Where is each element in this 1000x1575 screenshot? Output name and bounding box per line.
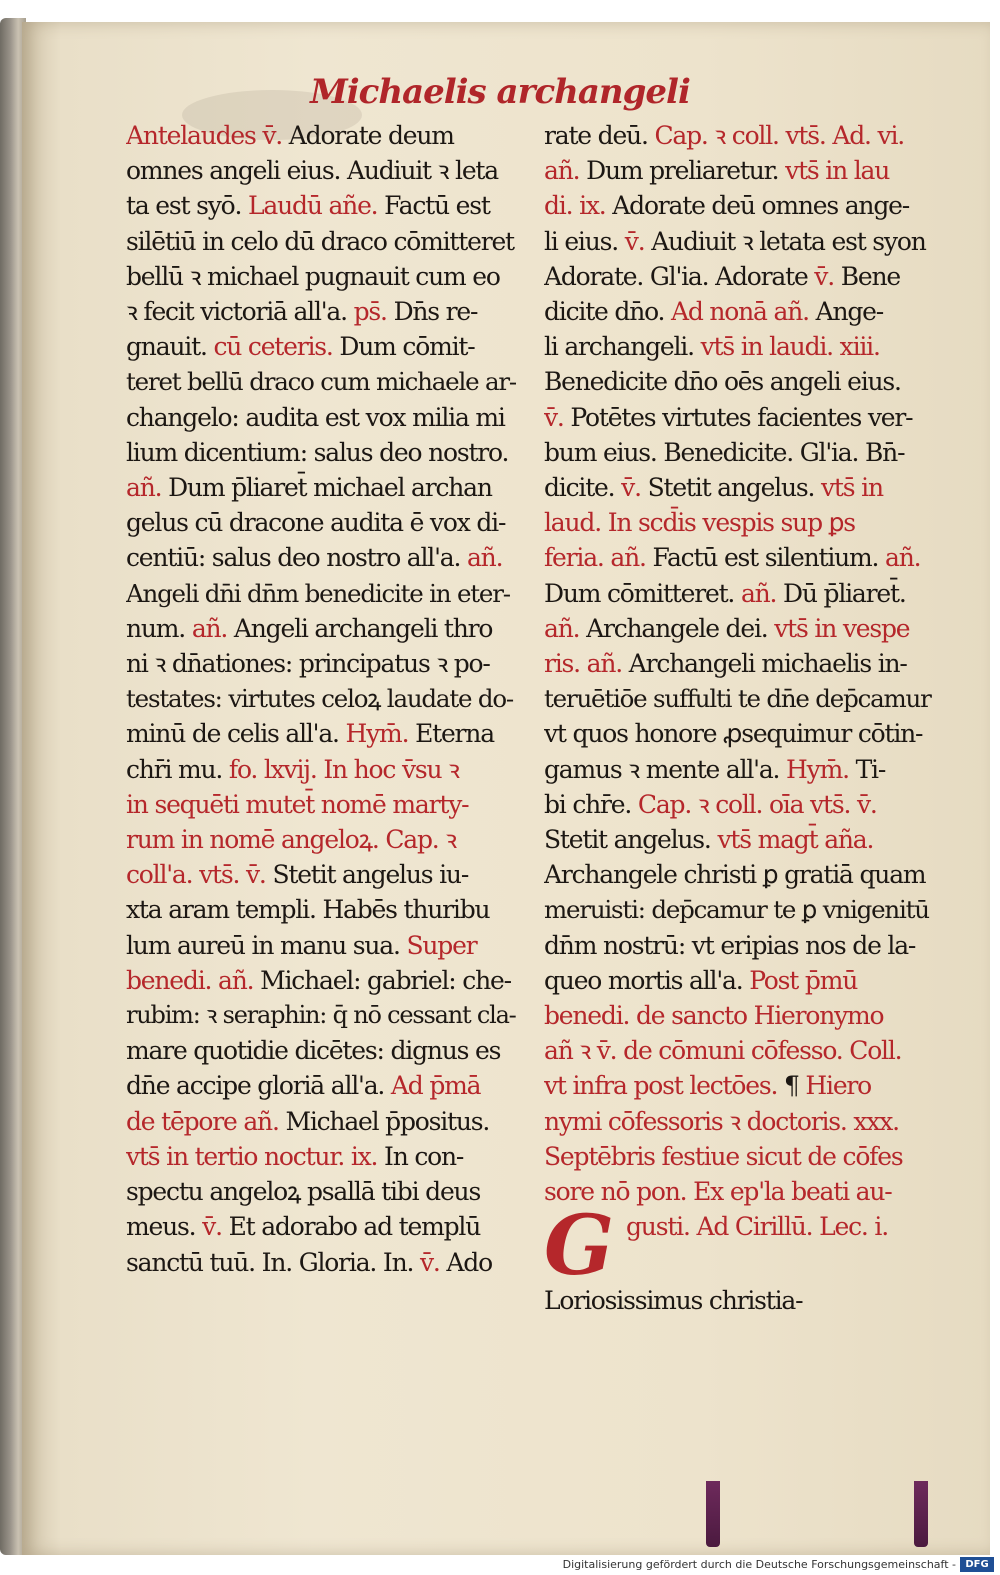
text-line — [544, 329, 934, 364]
rubric-text: ps̄. — [353, 297, 394, 327]
text-line — [126, 224, 516, 259]
body-text: dn̄m nostrū: vt eripias nos de la- — [544, 930, 916, 960]
body-text: Potētes virtutes facientes ver- — [570, 402, 913, 432]
text-line — [544, 857, 934, 892]
body-text: Ado — [446, 1247, 492, 1277]
rubric-text: gusti. Ad Cirillū. Lec. i. — [626, 1212, 888, 1242]
body-text: sanctū tuū. In. Gloria. In. — [126, 1247, 420, 1277]
body-text: Michael p̄positus. — [285, 1106, 490, 1136]
body-text: meus. — [126, 1212, 203, 1242]
text-line — [126, 857, 516, 892]
text-line — [544, 1139, 934, 1174]
body-text: ¶ — [783, 1071, 806, 1101]
text-line — [544, 294, 934, 329]
body-text: lium dicentium: salus deo nostro. — [126, 437, 509, 467]
body-text: teret bellū draco cum michaele ar- — [126, 367, 516, 397]
text-line — [544, 435, 934, 470]
body-text: chr̄i mu. — [126, 754, 229, 784]
text-line — [544, 364, 934, 399]
text-line — [126, 787, 516, 822]
page-title: Michaelis archangeli — [310, 72, 690, 112]
rubric-text: feria. añ. — [544, 543, 653, 573]
body-text: spectu angeloꝝ psallā tibi deus — [126, 1177, 481, 1207]
text-line — [544, 892, 934, 927]
rubric-text: Hym̄. — [345, 719, 416, 749]
text-line — [544, 646, 934, 681]
body-text: Adorate. Gl'ia. Adorate — [544, 261, 815, 291]
text-line — [544, 1104, 934, 1139]
body-text: gnauit. — [126, 332, 214, 362]
text-line — [544, 400, 934, 435]
rubric-text: v̄. — [544, 402, 571, 432]
text-line — [544, 1068, 934, 1103]
body-text: Ti- — [855, 754, 886, 784]
rubric-text: vt infra post lectōes. — [544, 1071, 784, 1101]
rubric-text: fo. lxvij. In hoc v̄su ꝛ — [228, 754, 459, 784]
text-line — [544, 224, 934, 259]
body-text: centiū: salus deo nostro all'a. — [126, 543, 467, 573]
text-line — [126, 1245, 516, 1280]
rubric-text: nymi cōfessoris ꝛ doctoris. xxx. — [544, 1106, 899, 1136]
body-text: dicite. — [544, 473, 622, 503]
right-text-column — [544, 118, 934, 1316]
body-text: ꝛ fecit victoriā all'a. — [126, 297, 354, 327]
body-text: dn̄e accipe gloriā all'a. — [126, 1071, 391, 1101]
text-line — [544, 998, 934, 1033]
body-text: queo mortis all'a. — [544, 965, 750, 995]
text-line — [544, 1209, 934, 1283]
body-text: Factū est — [384, 191, 490, 221]
body-text: changelo: audita est vox milia mi — [126, 402, 505, 432]
text-line — [126, 435, 516, 470]
text-line — [126, 540, 516, 575]
text-line — [544, 787, 934, 822]
rubric-text: rum in nomē angeloꝝ. Cap. ꝛ — [126, 825, 456, 855]
text-line — [126, 1104, 516, 1139]
body-text: Michael: gabriel: che- — [260, 965, 511, 995]
body-text: Adorate deum — [288, 121, 454, 150]
text-line — [126, 1068, 516, 1103]
rubric-text: Laudū añe. — [248, 191, 385, 221]
body-text: rate deū. — [544, 121, 655, 150]
body-text: ta est syō. — [126, 191, 249, 221]
dfg-logo: DFG — [960, 1557, 994, 1572]
text-line — [126, 611, 516, 646]
body-text: mare quotidie dicētes: dignus es — [126, 1036, 501, 1066]
text-line — [126, 364, 516, 399]
text-line — [544, 188, 934, 223]
rubric-text: v̄. — [419, 1247, 447, 1277]
text-line — [544, 1033, 934, 1068]
text-line — [126, 505, 516, 540]
text-line — [126, 1139, 516, 1174]
text-line — [126, 1174, 516, 1209]
body-text: Stetit angelus. — [647, 473, 821, 503]
rubric-text: Septēbris festiue sicut de cōfes — [544, 1141, 903, 1171]
rubric-text: Antelaudes v̄. — [126, 121, 289, 150]
body-text: Et adorabo ad templū — [228, 1212, 481, 1242]
left-text-column — [126, 118, 516, 1298]
text-line — [126, 646, 516, 681]
body-text: vt quos honore ꝓsequimur cōtin- — [544, 719, 923, 749]
text-line — [126, 998, 516, 1033]
decorated-initial: G — [544, 1209, 613, 1284]
body-text: Dn̄s re- — [393, 297, 478, 327]
rubric-text: Super — [406, 930, 477, 960]
rubric-text: de tēpore añ. — [126, 1106, 286, 1136]
body-text: Dum cōmit- — [339, 332, 475, 362]
rubric-text: vts̄ in vespe — [774, 613, 910, 643]
rubric-text: di. ix. — [544, 191, 613, 221]
body-text: Dum cōmitteret. — [544, 578, 741, 608]
rubric-text: añ. — [191, 613, 234, 643]
body-text: xta aram templi. Habēs thuribu — [126, 895, 490, 925]
body-text: dicite dn̄o. — [544, 297, 671, 327]
rubric-text: Cap. ꝛ coll. oīa vts̄. v̄. — [637, 789, 877, 819]
rubric-text: sore nō pon. Ex ep'la beati au- — [544, 1177, 892, 1207]
text-line — [544, 1174, 934, 1209]
rubric-text: Ad nonā añ. — [671, 297, 816, 327]
text-line — [126, 716, 516, 751]
text-line — [126, 153, 516, 188]
text-line — [544, 540, 934, 575]
text-line — [544, 118, 934, 153]
text-line — [126, 681, 516, 716]
rubric-text: añ. — [544, 613, 587, 643]
text-line — [126, 928, 516, 963]
body-text: bum eius. Benedicite. Gl'ia. Bn̄- — [544, 437, 905, 467]
rubric-text: vts̄ in — [821, 473, 883, 503]
body-text: Dum p̄liaret̄ michael archan — [168, 473, 492, 503]
body-text: gelus cū dracone audita ē vox di- — [126, 508, 506, 538]
text-line — [126, 294, 516, 329]
body-text: Stetit angelus iu- — [272, 860, 469, 890]
body-text: Angeli dn̄i dn̄m benedicite in eter- — [126, 578, 510, 608]
rubric-text: Post p̄mū — [749, 965, 858, 995]
body-text: teruētiōe suffulti te dn̄e dep̄camur — [544, 684, 931, 714]
text-line — [126, 259, 516, 294]
body-text: minū de celis all'a. — [126, 719, 346, 749]
body-text: Factū est silentium. — [652, 543, 886, 573]
text-line — [544, 1283, 934, 1318]
body-text: bi chr̄e. — [544, 789, 638, 819]
rubric-text: v̄. — [202, 1212, 229, 1242]
body-text: Benedicite dn̄o oēs angeli eius. — [544, 367, 901, 397]
body-text: num. — [126, 613, 192, 643]
text-line — [126, 400, 516, 435]
body-text: Adorate deū omnes ange- — [612, 191, 909, 221]
rubric-text: vts̄ in lau — [785, 156, 890, 186]
rubric-text: coll'a. vts̄. v̄. — [126, 860, 273, 890]
rubric-text: v̄. — [624, 226, 652, 256]
body-text: lum aureū in manu sua. — [126, 930, 407, 960]
text-line — [544, 505, 934, 540]
body-text: testates: virtutes celoꝝ laudate do- — [126, 684, 513, 714]
rubric-text: Hiero — [805, 1071, 872, 1101]
rubric-text: v̄. — [621, 473, 648, 503]
body-text: omnes angeli eius. Audiuit ꝛ leta — [126, 156, 498, 186]
rubric-text: cū ceteris. — [213, 332, 340, 362]
text-line — [126, 1033, 516, 1068]
rubric-text: añ ꝛ v̄. de cōmuni cōfesso. Coll. — [544, 1036, 902, 1066]
text-line — [544, 576, 934, 611]
rubric-text: Hym̄. — [786, 754, 856, 784]
rubric-text: benedi. de sancto Hieronymo — [544, 1001, 884, 1031]
body-text: Bene — [840, 261, 900, 291]
bookmark-ribbon — [706, 1481, 720, 1547]
rubric-text: añ. — [740, 578, 784, 608]
body-text: Stetit angelus. — [544, 825, 718, 855]
body-text: rubim: ꝛ seraphin: q̄ nō cessant cla- — [126, 1001, 516, 1030]
text-line — [544, 259, 934, 294]
body-text: gamus ꝛ mente all'a. — [544, 754, 787, 784]
rubric-text: ris. añ. — [544, 649, 629, 679]
bookmark-ribbon — [914, 1481, 928, 1547]
text-line — [126, 188, 516, 223]
body-text: Dū p̄liaret̄. — [783, 578, 906, 608]
rubric-text: vts̄ in laudi. xiii. — [700, 332, 880, 362]
body-text: Loriosissimus christia- — [544, 1286, 803, 1316]
body-text: Angeli archangeli thro — [233, 613, 493, 643]
rubric-text: vts̄ magt̄ aña. — [717, 825, 874, 855]
rubric-text: v̄. — [814, 261, 841, 291]
footer-credit: Digitalisierung gefördert durch die Deutsche Forschungsgemeinschaft - — [562, 1558, 956, 1571]
text-line — [126, 470, 516, 505]
rubric-text: Cap. ꝛ coll. vts̄. Ad. vi. — [654, 121, 905, 150]
text-line — [126, 329, 516, 364]
body-text: bellū ꝛ michael pugnauit cum eo — [126, 261, 500, 291]
text-line — [544, 928, 934, 963]
body-text: Dum preliaretur. — [586, 156, 786, 186]
rubric-text: laud. In scd̄is vespis sup ꝑs — [544, 508, 855, 538]
rubric-text: vts̄ in tertio noctur. ix. — [126, 1141, 385, 1171]
text-line — [126, 1209, 516, 1244]
text-line — [126, 822, 516, 857]
rubric-text: añ. — [126, 473, 169, 503]
body-text: silētiū in celo dū draco cōmitteret — [126, 226, 514, 256]
text-line — [126, 752, 516, 787]
body-text: Archangeli michaelis in- — [628, 649, 907, 679]
text-line — [544, 153, 934, 188]
rubric-text: benedi. añ. — [126, 965, 261, 995]
rubric-text: añ. — [466, 543, 503, 573]
body-text: Eterna — [415, 719, 494, 749]
rubric-text: añ. — [885, 543, 921, 573]
body-text: Archangele christi ꝑ gratiā quam — [544, 860, 926, 890]
text-line — [544, 470, 934, 505]
text-line — [126, 963, 516, 998]
body-text: li archangeli. — [544, 332, 701, 362]
text-line — [544, 716, 934, 751]
text-line — [126, 892, 516, 927]
text-line — [544, 822, 934, 857]
text-line — [126, 576, 516, 611]
body-text: Ange- — [815, 297, 884, 327]
body-text: Archangele dei. — [586, 613, 775, 643]
rubric-text: añ. — [544, 156, 587, 186]
rubric-text: Ad p̄mā — [390, 1071, 481, 1101]
text-line — [544, 611, 934, 646]
text-line — [544, 681, 934, 716]
text-line — [126, 118, 516, 153]
text-line — [544, 752, 934, 787]
body-text: In con- — [384, 1141, 464, 1171]
body-text: meruisti: dep̄camur te ꝑ vnigenitū — [544, 895, 929, 925]
body-text: ni ꝛ dn̄ationes: principatus ꝛ po- — [126, 649, 490, 679]
text-line — [544, 963, 934, 998]
body-text: Audiuit ꝛ letata est syon — [651, 226, 926, 256]
body-text: li eius. — [544, 226, 625, 256]
rubric-text: in sequēti mutet̄ nomē marty- — [126, 789, 469, 819]
